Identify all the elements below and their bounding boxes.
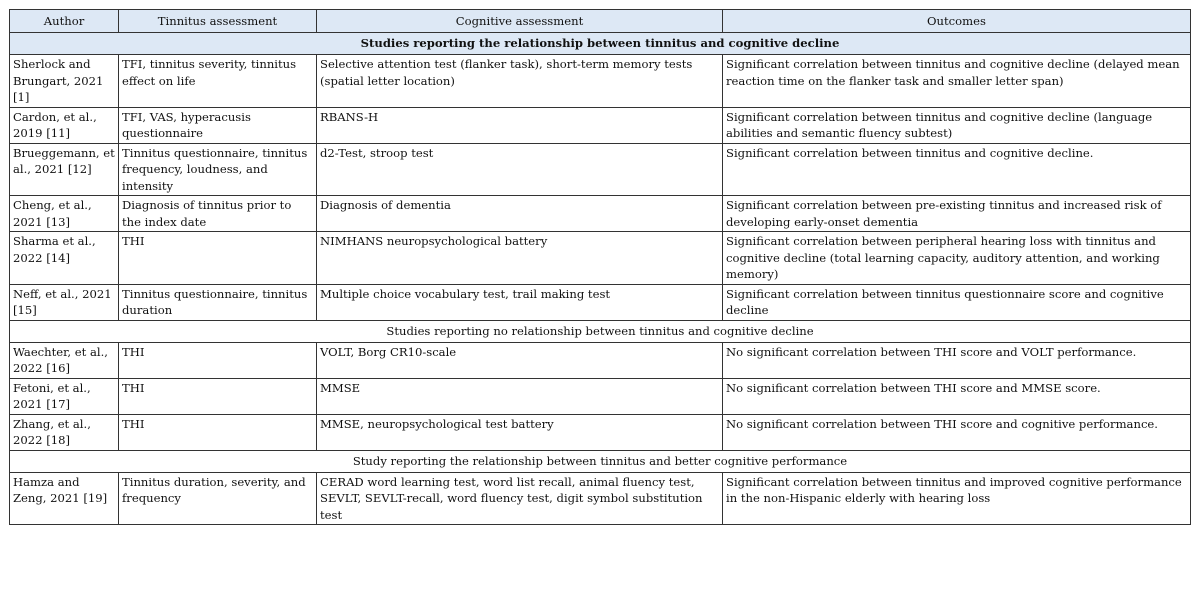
cell-author: Neff, et al., 2021 [15] [10,284,119,320]
table-row [10,196,1191,232]
cell-outcomes: Significant correlation between pre-existing tinnitus and increased risk of developing early-onset dementia [723,196,1191,232]
cell-tinnitus-assessment: THI [119,232,317,285]
cell-author: Sharma et al., 2022 [14] [10,232,119,285]
cell-author: Cardon, et al., 2019 [11] [10,107,119,143]
table-row [10,55,1191,108]
cell-outcomes: No significant correlation between THI score and MMSE score. [723,378,1191,414]
header-cognitive-assessment: Cognitive assessment [317,10,723,33]
cell-outcomes: Significant correlation between tinnitus questionnaire score and cognitive decline [723,284,1191,320]
cell-tinnitus-assessment: TFI, tinnitus severity, tinnitus effect on life [119,55,317,108]
section-title: Studies reporting the relationship between tinnitus and cognitive decline [10,33,1191,55]
section-row [10,320,1191,342]
table-row [10,414,1191,450]
section-row [10,33,1191,55]
cell-outcomes: No significant correlation between THI score and VOLT performance. [723,342,1191,378]
section-title: Study reporting the relationship between tinnitus and better cognitive performance [10,450,1191,472]
table-row [10,342,1191,378]
header-row [10,10,1191,33]
header-outcomes: Outcomes [723,10,1191,33]
table-row [10,107,1191,143]
cell-tinnitus-assessment: Tinnitus duration, severity, and frequency [119,472,317,525]
table-row [10,232,1191,285]
cell-author: Hamza and Zeng, 2021 [19] [10,472,119,525]
cell-cognitive-assessment: MMSE [317,378,723,414]
cell-author: Zhang, et al., 2022 [18] [10,414,119,450]
table-body [10,33,1191,525]
section-title: Studies reporting no relationship between tinnitus and cognitive decline [10,320,1191,342]
cell-tinnitus-assessment: THI [119,342,317,378]
cell-cognitive-assessment: d2-Test, stroop test [317,143,723,196]
cell-outcomes: Significant correlation between tinnitus and cognitive decline (language abilities and semantic fluency subtest) [723,107,1191,143]
table-header [10,10,1191,33]
cell-outcomes: Significant correlation between peripheral hearing loss with tinnitus and cognitive decline (total learning capacity, auditory attention, and working memory) [723,232,1191,285]
cell-tinnitus-assessment: TFI, VAS, hyperacusis questionnaire [119,107,317,143]
cell-author: Brueggemann, et al., 2021 [12] [10,143,119,196]
table-row [10,472,1191,525]
table-row [10,284,1191,320]
cell-cognitive-assessment: RBANS-H [317,107,723,143]
studies-table [9,9,1191,525]
cell-cognitive-assessment: MMSE, neuropsychological test battery [317,414,723,450]
table-container [9,9,1190,525]
cell-outcomes: Significant correlation between tinnitus and improved cognitive performance in the non-Hispanic elderly with hearing loss [723,472,1191,525]
cell-cognitive-assessment: Diagnosis of dementia [317,196,723,232]
cell-author: Waechter, et al., 2022 [16] [10,342,119,378]
table-row [10,143,1191,196]
cell-cognitive-assessment: Multiple choice vocabulary test, trail making test [317,284,723,320]
cell-tinnitus-assessment: Tinnitus questionnaire, tinnitus duration [119,284,317,320]
cell-author: Cheng, et al., 2021 [13] [10,196,119,232]
cell-outcomes: Significant correlation between tinnitus and cognitive decline. [723,143,1191,196]
header-author: Author [10,10,119,33]
section-row [10,450,1191,472]
header-tinnitus-assessment: Tinnitus assessment [119,10,317,33]
table-row [10,378,1191,414]
cell-tinnitus-assessment: THI [119,414,317,450]
cell-author: Fetoni, et al., 2021 [17] [10,378,119,414]
cell-tinnitus-assessment: THI [119,378,317,414]
cell-tinnitus-assessment: Tinnitus questionnaire, tinnitus frequency, loudness, and intensity [119,143,317,196]
cell-tinnitus-assessment: Diagnosis of tinnitus prior to the index date [119,196,317,232]
cell-cognitive-assessment: Selective attention test (flanker task), short-term memory tests (spatial letter location) [317,55,723,108]
cell-outcomes: No significant correlation between THI score and cognitive performance. [723,414,1191,450]
cell-outcomes: Significant correlation between tinnitus and cognitive decline (delayed mean reaction time on the flanker task and smaller letter span) [723,55,1191,108]
cell-author: Sherlock and Brungart, 2021 [1] [10,55,119,108]
cell-cognitive-assessment: VOLT, Borg CR10-scale [317,342,723,378]
cell-cognitive-assessment: CERAD word learning test, word list recall, animal fluency test, SEVLT, SEVLT-recall, word fluency test, digit symbol substitution test [317,472,723,525]
cell-cognitive-assessment: NIMHANS neuropsychological battery [317,232,723,285]
